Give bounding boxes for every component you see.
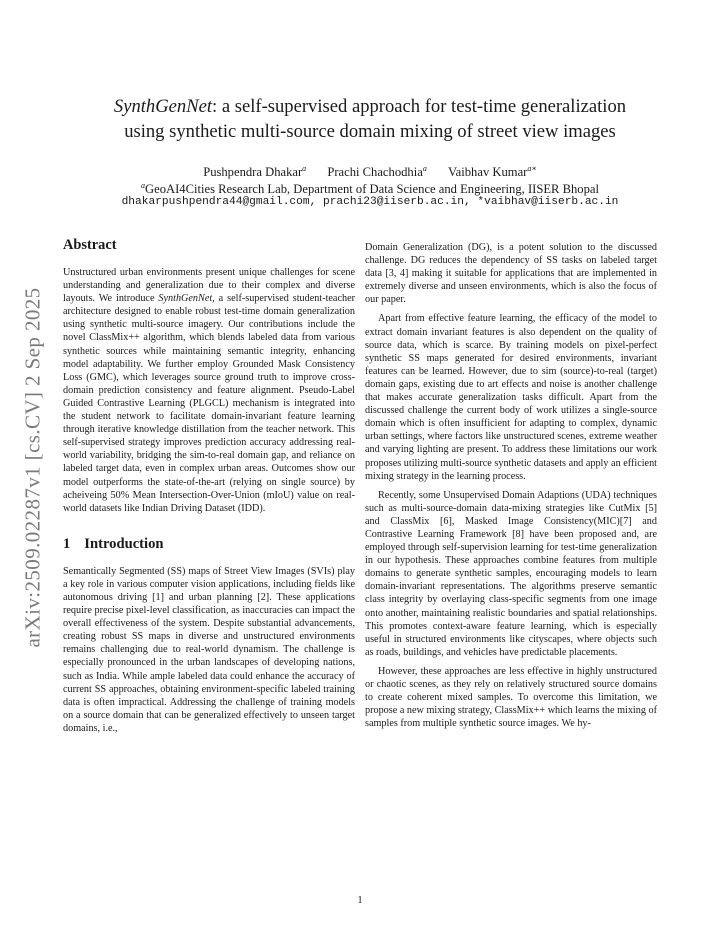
title-method-name: SynthGenNet [113,96,213,117]
affiliation-text: GeoAI4Cities Research Lab, Department of Data Science and Engineering, IISER Bhopal [145,182,599,196]
body-paragraph: Domain Generalization (DG), is a potent solution to the discussed challenge. DG reduces the dependency of SS tasks on labeled target data [3, 4] making it suitable for applications that are implemented in extremely diverse and unseen environments, which is also the focus of our paper. [365,242,657,306]
author-2: Prachi Chachodhia$^a$ [327,164,427,179]
paper-title [60,94,680,144]
title-line2: using synthetic multi-source domain mixing of street view images [124,121,616,142]
author-1: Pushpendra Dhakar$^a$ [203,164,307,179]
arxiv-identifier [16,262,50,672]
section-title: Introduction [84,535,164,552]
title-line1-rest: : a self-supervised approach for test-time generalization [212,96,627,117]
abstract-text: Unstructured urban environments present unique challenges for scene understanding and generalization due to their complex and diverse layouts. We introduce SynthGenNet, a self-supervised student-teacher architecture designed to enable robust test-time domain generalization using synthetic multi-source imagery. Our contributions include the novel ClassMix++ algorithm, which blends labeled data from various synthetic sources while maintaining semantic integrity, enhancing model adaptability. We further employ Grounded Mask Consistency Loss (GMC), which leverages source ground truth to improve cross-domain prediction consistency and feature alignment. Pseudo-Label Guided Contrastive Learning (PLGCL) mechanism is integrated into the student network to facilitate domain-invariant feature learning through iterative knowledge distillation from the teacher network. This self-supervised strategy improves prediction accuracy addressing real-world variability, bridging the sim-to-real domain gap, and reliance on labeled target data, even in complex urban areas. Outcomes show our model outperforms the state-of-the-art (relying on single source) by acheiveing 50% Mean Intersection-Over-Union (mIoU) value on real-world datasets like Indian Driving Dataset (IDD). [63,267,355,514]
arxiv-identifier-text: arXiv:2509.02287v1 [cs.CV] 2 Sep 2025 [20,286,45,648]
author-emails: dhakarpushpendra44@gmail.com, prachi23@iiserb.ac.in, *vaibhav@iiserb.ac.in [121,196,619,208]
body-paragraph: However, these approaches are less effective in highly unstructured or chaotic scenes, as they rely on relatively structured source domains to create coherent mixed samples. To overcome this limitation, we propose a new mixing strategy, ClassMix++ which learns the mixing of samples from multiple synthetic source images. We hy- [365,665,657,730]
abstract-method-name: SynthGenNet [158,293,213,305]
abstract-heading: Abstract [63,237,117,253]
affiliation-mark: a [141,181,146,190]
introduction-paragraph: Semantically Segmented (SS) maps of Street View Images (SVIs) play a key role in various computer vision applications, including fields like autonomous driving [1] and urban planning [2]. These applications require precise pixel-level classification, as inaccuracies can impact the overall effectiveness of the system. Despite substantial advancements, creating robust SS maps in diverse and unstructured environments remains challenging due to real-world dynamism. The challenge is especially pronounced in the urban landscapes of developing nations, such as India. While ample labeled data could enhance the accuracy of current SS approaches, obtaining environment-specific labeled training data is often impractical. Addressing the challenge of training models on a source domain that can be generalized effectively to unseen target domains, i.e., [63,565,355,734]
page-number: 1 [357,895,363,906]
left-column [63,236,355,735]
right-column [365,241,657,730]
body-paragraph: Recently, some Unsupervised Domain Adaptions (UDA) techniques such as multi-source-domain data-mixing strategies like CutMix [5] and ClassMix [6], Masked Image Consistency(MIC)[7] and Contrastive Learning Framework [8] have been proposed and, are employed through self-supervision learning for test-time generalization in our hypothesis. These approaches combine features from multiple domains to generate synthetic samples, encouraging models to learn domain-invariant representations. The algorithms preserve semantic class integrity by overlaying class-specific segments from one image onto another, maintaining realistic boundaries and spatial relationships. This promotes context-aware feature learning, which is especially useful in structured environments like cityscapes, where objects such as roads, buildings, and vehicles have predictable placements. [365,489,657,658]
section-heading-introduction [63,535,355,553]
author-3: Vaibhav Kumar$^{a∗}$ [447,164,537,179]
section-number: 1 [63,535,71,552]
body-paragraph: Apart from effective feature learning, the efficacy of the model to extract domain invariant features is also dependent on the quality of source data, which is scarce. By training models on pixel-perfect synthetic SS maps generated for desired environments, invariant features can be learned. However, due to sim (source)-to-real (target) domain gaps, existing due to art effects and noise is another challenge that makes accurate generalization tasks difficult. Apart from the discussed challenge the current body of work utilizes a single-source domain which is often insufficient for adapting to complex, dynamic urban settings, where factors like unstructured scenes, extreme weather and varying lighting are present. To address these limitations our work proposes utilizing multi-source synthetic datasets and apply an efficient mixing strategy in the learning process. [365,313,657,482]
